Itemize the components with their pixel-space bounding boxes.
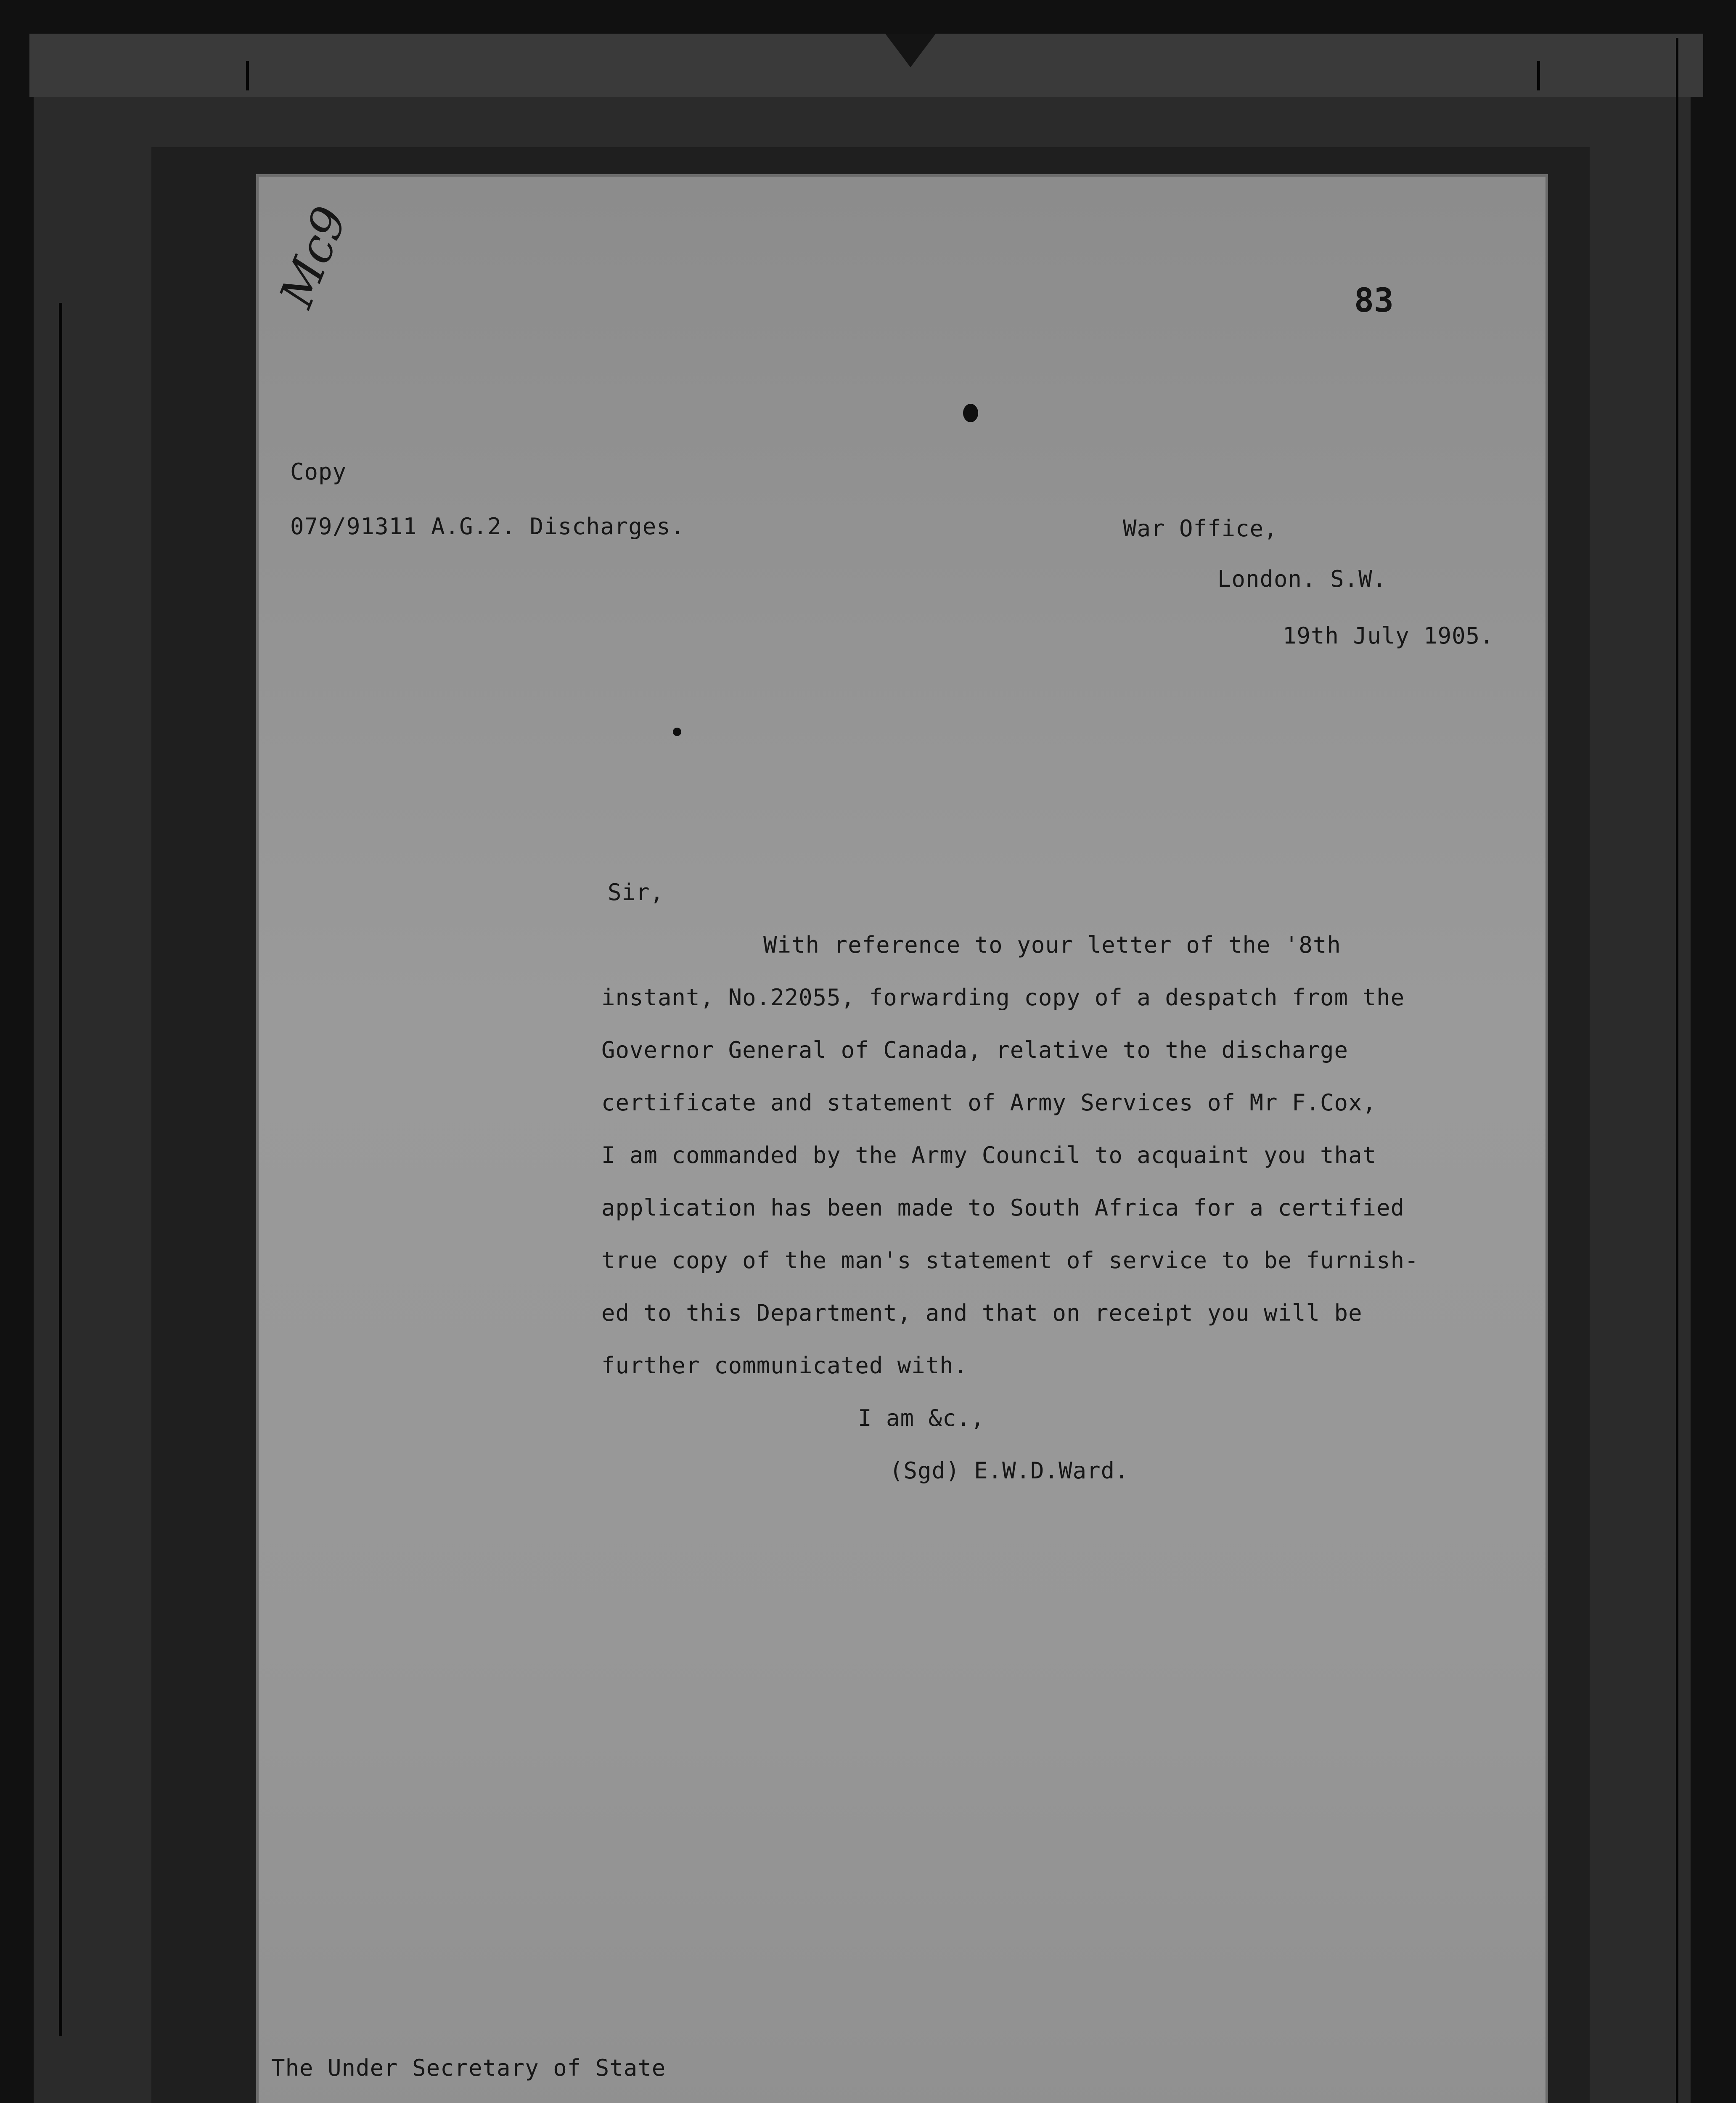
salutation: Sir, [608,879,664,906]
ink-dot [673,728,681,736]
reference-number: 079/91311 A.G.2. Discharges. [290,513,685,540]
body-line: ed to this Department, and that on receipt you will be [601,1300,1363,1326]
body-line: Governor General of Canada, relative to the discharge [601,1037,1349,1063]
frame-tick-left [246,61,249,90]
closing: I am &c., [858,1405,985,1431]
body-line: application has been made to South Africa for a certified [601,1195,1405,1221]
right-rule-line [1676,38,1678,2103]
letter-page [259,177,1545,2103]
body-line: further communicated with. [601,1352,968,1379]
ink-spot [963,404,978,422]
signature: (Sgd) E.W.D.Ward. [889,1457,1129,1484]
handwritten-annotation: Mc9 [269,199,358,315]
body-line: instant, No.22055, forwarding copy of a despatch from the [601,984,1405,1011]
body-line: true copy of the man's statement of service to be furnish- [601,1247,1419,1274]
frame-tick-right [1537,61,1540,90]
page-number: 83 [1354,282,1394,320]
top-film-strip [29,34,1703,97]
copy-label: Copy [290,458,347,485]
letter-date: 19th July 1905. [1283,622,1494,649]
recipient-title: The Under Secretary of State [271,2055,666,2081]
sender-city: London. S.W. [1217,566,1387,592]
sender-office: War Office, [1123,515,1278,542]
body-line: certificate and statement of Army Services of Mr F.Cox, [601,1089,1377,1116]
left-rule-line [59,303,62,2036]
body-line: I am commanded by the Army Council to acquaint you that [601,1142,1377,1168]
body-line: With reference to your letter of the '8th [763,932,1341,958]
frame-notch [885,34,936,67]
